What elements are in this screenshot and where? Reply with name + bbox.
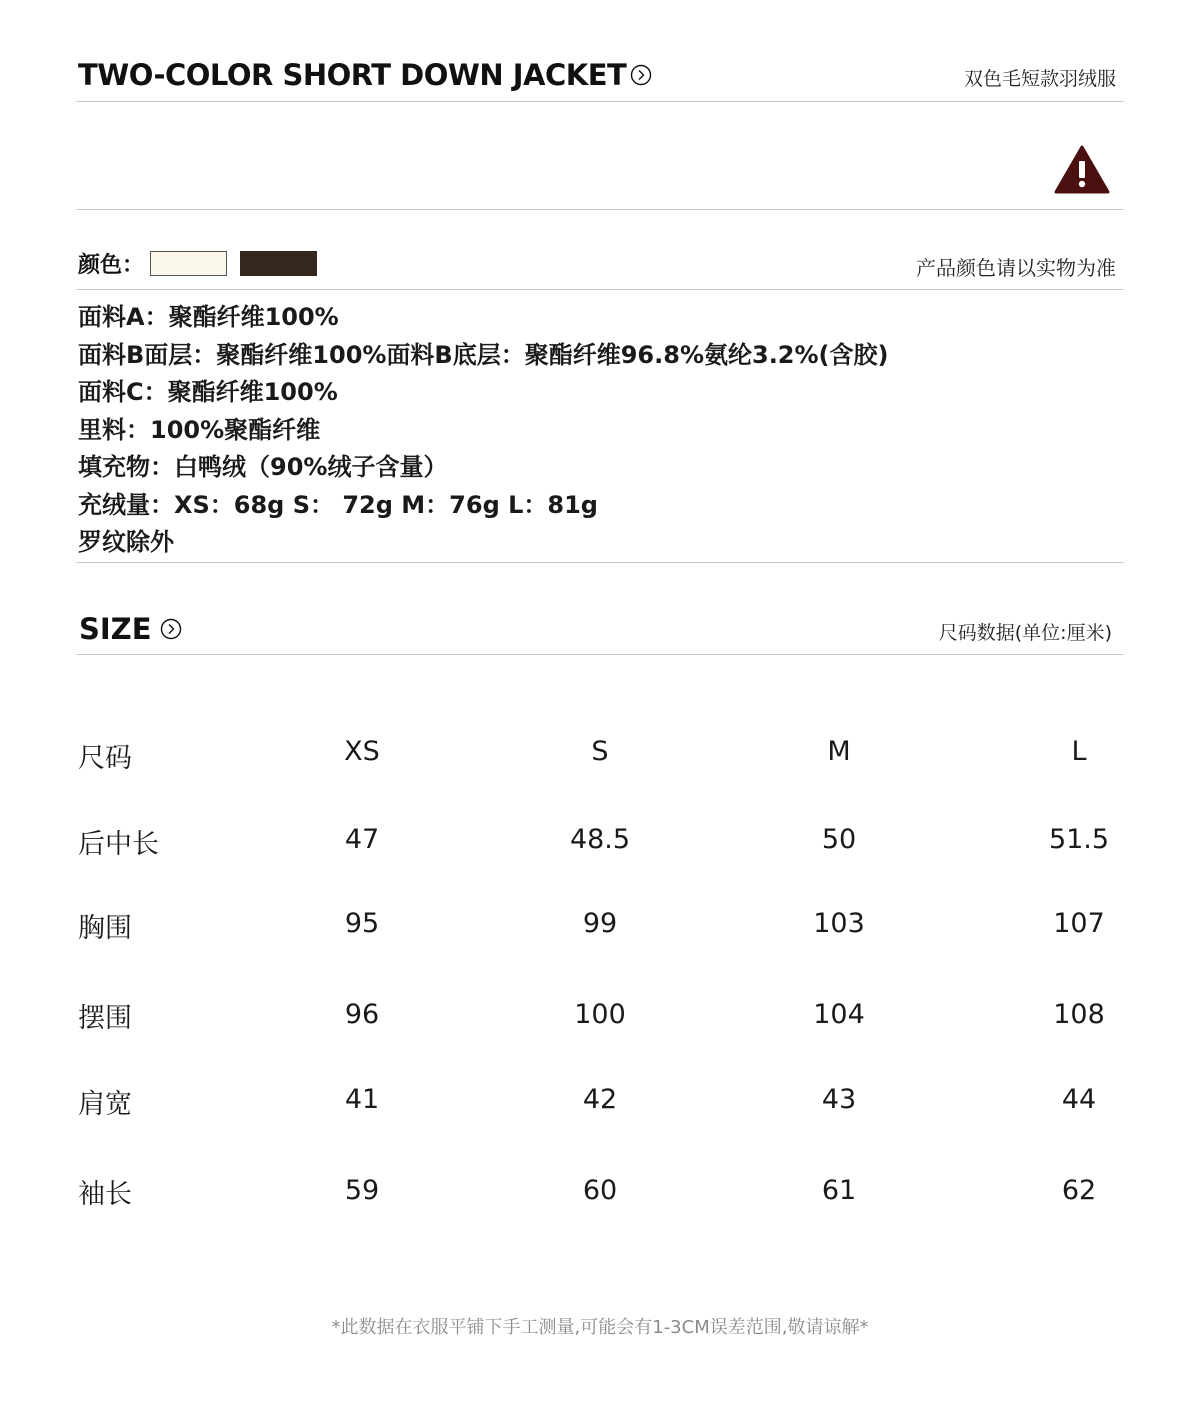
size-table-row-label: 袖长 — [78, 1179, 132, 1210]
size-table-cell: 104 — [813, 999, 865, 1030]
size-table-cell: 108 — [1053, 999, 1105, 1030]
size-table-cell: 50 — [821, 824, 857, 855]
size-table-cell: 43 — [821, 1084, 857, 1115]
size-table-cell: 48.5 — [569, 824, 631, 855]
product-title — [78, 58, 652, 92]
size-table-cell: 95 — [344, 908, 380, 939]
size-table-cell: 59 — [344, 1175, 380, 1206]
material-line: 里料：100%聚酯纤维 — [78, 415, 321, 444]
material-line: 充绒量：XS：68g S： 72g M：76g L：81g — [78, 490, 598, 519]
size-table-header: S — [591, 736, 609, 767]
size-heading-text: SIZE — [79, 612, 152, 646]
divider — [76, 654, 1124, 655]
chevron-right-circle-icon — [160, 618, 182, 640]
product-subtitle: 双色毛短款羽绒服 — [963, 68, 1116, 90]
size-table-cell: 60 — [582, 1175, 618, 1206]
chevron-right-circle-icon — [630, 64, 652, 86]
divider — [76, 209, 1124, 210]
size-table-cell: 99 — [582, 908, 618, 939]
color-swatch-dark[interactable] — [240, 251, 317, 276]
size-table-cell: 100 — [574, 999, 626, 1030]
size-table-header: L — [1071, 736, 1087, 767]
size-table-cell: 44 — [1061, 1084, 1097, 1115]
material-line: 罗纹除外 — [78, 528, 174, 556]
size-table-cell: 42 — [582, 1084, 618, 1115]
material-composition — [78, 299, 889, 562]
size-table-row-label: 胸围 — [78, 913, 132, 944]
material-line: 面料C：聚酯纤维100% — [78, 378, 338, 406]
size-heading — [79, 612, 182, 646]
size-table-header: 尺码 — [78, 743, 132, 774]
size-table-cell: 107 — [1053, 908, 1105, 939]
material-line: 面料B面层：聚酯纤维100%面料B底层：聚酯纤维96.8%氨纶3.2%(含胶) — [78, 340, 889, 369]
size-table-cell: 61 — [821, 1175, 857, 1206]
product-title-text: TWO-COLOR SHORT DOWN JACKET — [78, 58, 627, 92]
divider — [76, 101, 1124, 102]
color-options — [78, 248, 317, 279]
size-table-cell: 47 — [344, 824, 380, 855]
size-table-row-label: 摆围 — [78, 1003, 132, 1034]
size-table-cell: 51.5 — [1048, 824, 1110, 855]
warning-icon — [1054, 145, 1110, 195]
material-line: 面料A：聚酯纤维100% — [78, 303, 339, 331]
color-label: 颜色： — [78, 253, 145, 278]
size-table-row-label: 肩宽 — [78, 1089, 132, 1120]
size-table-cell: 41 — [344, 1084, 380, 1115]
size-table-header: M — [827, 736, 851, 767]
size-unit-note: 尺码数据(单位:厘米) — [938, 622, 1112, 644]
size-table-row-label: 后中长 — [78, 829, 159, 860]
size-table-cell: 96 — [344, 999, 380, 1030]
color-swatch-light[interactable] — [150, 251, 227, 276]
size-table-cell: 62 — [1061, 1175, 1097, 1206]
size-table-header: XS — [344, 736, 380, 767]
color-note: 产品颜色请以实物为准 — [916, 256, 1116, 280]
divider — [76, 289, 1124, 290]
divider — [76, 562, 1124, 563]
size-table-cell: 103 — [813, 908, 865, 939]
material-line: 填充物：白鸭绒（90%绒子含量） — [78, 453, 448, 481]
measurement-disclaimer: *此数据在衣服平铺下手工测量,可能会有1-3CM误差范围,敬请谅解* — [331, 1317, 869, 1338]
